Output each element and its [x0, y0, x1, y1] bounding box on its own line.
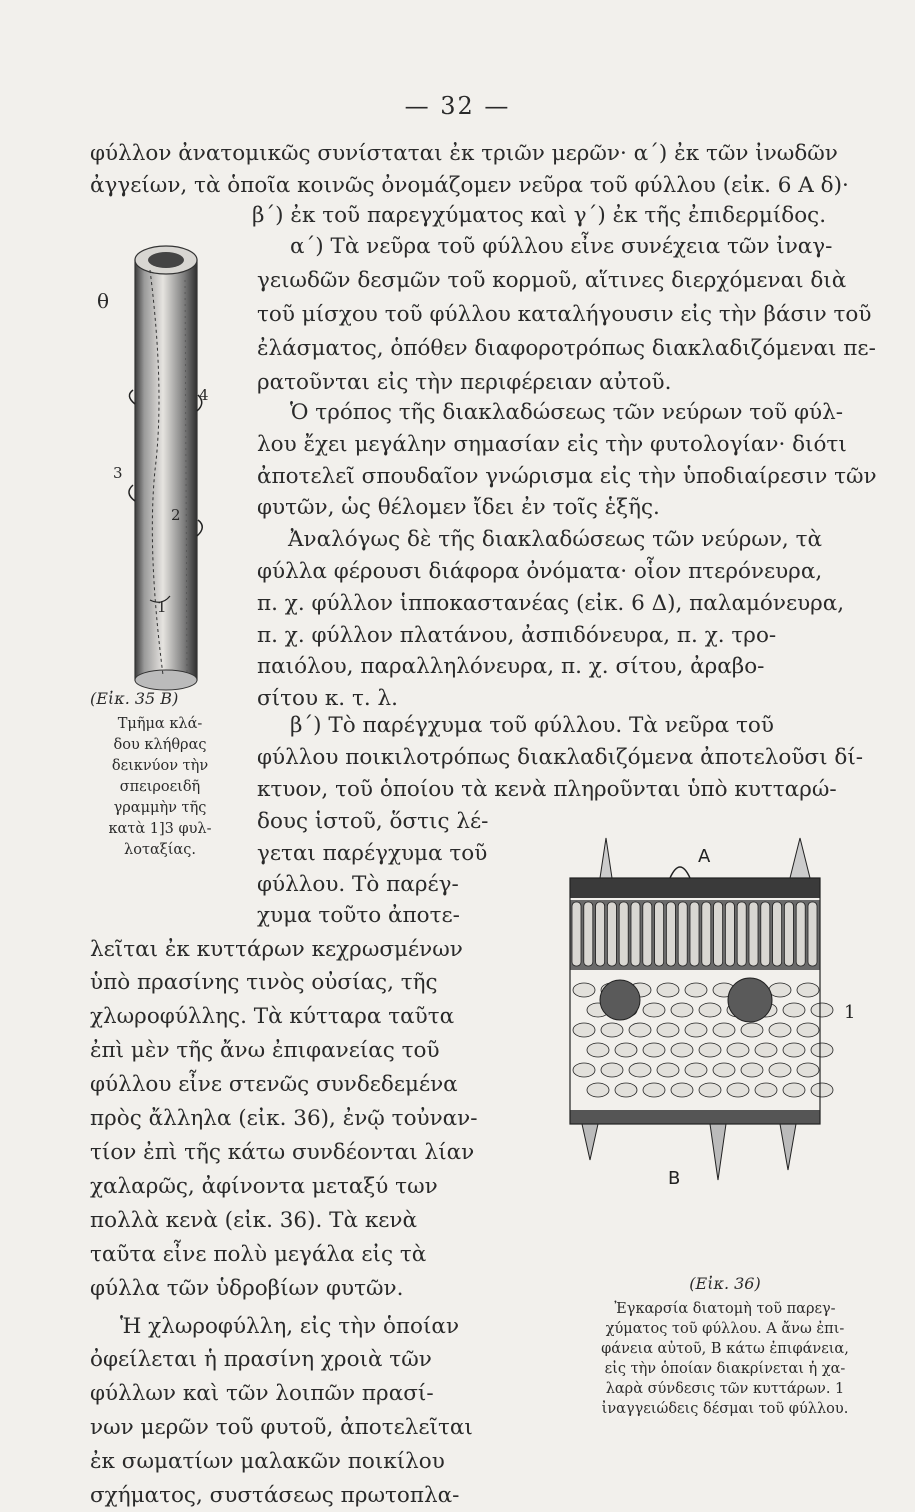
spongy-cell: [755, 1043, 777, 1057]
text-line: χλωροφύλλης. Τὰ κύτταρα ταῦτα: [90, 1004, 455, 1029]
spongy-cell: [573, 1023, 595, 1037]
text-line: ταῦτα εἶνε πολὺ μεγάλα εἰς τὰ: [90, 1242, 427, 1267]
spongy-cell: [573, 983, 595, 997]
spongy-cell: [657, 1023, 679, 1037]
label-upper-surface: A: [698, 846, 711, 867]
label-vascular-bundle: 1: [844, 1002, 856, 1023]
text-line: τοῦ μίσχου τοῦ φύλλου καταλήγουσιν εἰς τὴν βάσιν τοῦ: [257, 302, 872, 327]
figure-mark: 2: [171, 506, 181, 524]
spongy-cell: [685, 1063, 707, 1077]
palisade-cell: [796, 902, 805, 966]
caption-line: Ἐγκαρσία διατομὴ τοῦ παρεγ-: [614, 1301, 836, 1317]
spongy-cell: [755, 1083, 777, 1097]
text-line: λου ἔχει μεγάλην σημασίαν εἰς τὴν φυτολογίαν· διότι: [257, 432, 847, 457]
spongy-cell: [629, 1023, 651, 1037]
caption-line: χύματος τοῦ φύλλου. Α ἄνω ἐπι-: [605, 1321, 845, 1337]
text-line: φύλλου ποικιλοτρόπως διακλαδιζόμενα ἀποτελοῦσι δί-: [257, 745, 864, 770]
caption-line: Τμῆμα κλά-: [117, 716, 203, 732]
palisade-cell: [619, 902, 628, 966]
palisade-cell: [702, 902, 711, 966]
text-line: χαλαρῶς, ἀφίνοντα μεταξύ των: [90, 1174, 438, 1199]
spongy-cell: [783, 1083, 805, 1097]
spongy-cell: [811, 1083, 833, 1097]
text-line: ἐπὶ μὲν τῆς ἄνω ἐπιφανείας τοῦ: [90, 1038, 440, 1063]
spongy-cell: [685, 1023, 707, 1037]
text-line: νων μερῶν τοῦ φυτοῦ, ἀποτελεῖται: [90, 1415, 473, 1440]
text-line: φυτῶν, ὡς θέλομεν ἴδει ἐν τοῖς ἑξῆς.: [257, 495, 660, 520]
spongy-cell: [657, 983, 679, 997]
caption-title: (Εἰκ. 35 Β): [90, 689, 179, 708]
text-line: λεῖται ἐκ κυττάρων κεχρωσμένων: [90, 937, 463, 962]
text-line: φύλλον ἀνατομικῶς συνίσταται ἐκ τριῶν μερῶν· α΄) ἐκ τῶν ἰνωδῶν: [90, 141, 838, 166]
spongy-cell: [671, 1003, 693, 1017]
caption-line: γραμμὴν τῆς: [113, 800, 207, 816]
caption-line: λαρὰ σύνδεσις τῶν κυττάρων. 1: [605, 1381, 845, 1397]
spongy-cell: [685, 983, 707, 997]
spongy-cell: [601, 1063, 623, 1077]
figure-mark: 4: [199, 386, 209, 404]
spongy-cell: [629, 1063, 651, 1077]
caption-line: δεικνύον τὴν: [111, 758, 209, 774]
caption-title: (Εἰκ. 36): [689, 1274, 761, 1293]
text-line: β΄) Τὸ παρέγχυμα τοῦ φύλλου. Τὰ νεῦρα τοῦ: [290, 713, 774, 738]
text-line: ρατοῦνται εἰς τὴν περιφέρειαν αὐτοῦ.: [257, 370, 672, 395]
spongy-cell: [601, 1023, 623, 1037]
spongy-cell: [643, 1083, 665, 1097]
spongy-cell: [783, 1003, 805, 1017]
palisade-cell: [773, 902, 782, 966]
text-line: πρὸς ἄλληλα (εἰκ. 36), ἐνῷ τοὐναν-: [90, 1106, 478, 1131]
spongy-cell: [615, 1043, 637, 1057]
text-line: π. χ. φύλλον ἱπποκαστανέας (εἰκ. 6 Δ), παλαμόνευρα,: [257, 591, 845, 616]
spongy-cell: [643, 1003, 665, 1017]
palisade-cell: [572, 902, 581, 966]
text-line: ἐκ σωματίων μαλακῶν ποικίλου: [90, 1449, 445, 1474]
text-line: φύλλα φέρουσι διάφορα ὀνόματα· οἷον πτερόνευρα,: [257, 559, 823, 584]
text-line: σίτου κ. τ. λ.: [257, 686, 398, 711]
palisade-cell: [655, 902, 664, 966]
spongy-cell: [573, 1063, 595, 1077]
caption-line: σπειροειδῆ: [119, 779, 201, 795]
text-line: κτυον, τοῦ ὁποίου τὰ κενὰ πληροῦνται ὑπὸ κυτταρώ-: [257, 777, 837, 802]
text-line: χυμα τοῦτο ἀποτε-: [257, 903, 460, 928]
spongy-cell: [671, 1043, 693, 1057]
caption-line: κατὰ 1]3 φυλ-: [108, 821, 212, 837]
text-line: ἐλάσματος, ὁπόθεν διαφοροτρόπως διακλαδιζόμεναι πε-: [257, 336, 876, 361]
label-lower-surface: B: [668, 1168, 681, 1189]
spongy-cell: [741, 1063, 763, 1077]
caption-line: φάνεια αὐτοῦ, Β κάτω ἐπιφάνεια,: [601, 1341, 849, 1357]
text-line: ὑπὸ πρασίνης τινὸς οὐσίας, τῆς: [90, 970, 438, 995]
palisade-cell: [714, 902, 723, 966]
palisade-cell: [643, 902, 652, 966]
spongy-cell: [615, 1083, 637, 1097]
text-line: γεται παρέγχυμα τοῦ: [257, 841, 488, 866]
palisade-cell: [584, 902, 593, 966]
palisade-cell: [761, 902, 770, 966]
spongy-cell: [713, 1063, 735, 1077]
text-line: φύλλα τῶν ὑδροβίων φυτῶν.: [90, 1276, 404, 1301]
page-number: — 32 —: [404, 92, 511, 120]
spongy-cell: [671, 1083, 693, 1097]
spongy-cell: [769, 1023, 791, 1037]
spongy-cell: [811, 1043, 833, 1057]
spongy-cell: [727, 1083, 749, 1097]
figure-mark: 3: [113, 464, 123, 482]
text-line: Ἡ χλωροφύλλη, εἰς τὴν ὁποίαν: [120, 1314, 460, 1339]
spongy-cell: [713, 1023, 735, 1037]
spongy-cell: [699, 1083, 721, 1097]
spongy-cell: [797, 1063, 819, 1077]
text-line: σχήματος, συστάσεως πρωτοπλα-: [90, 1483, 460, 1508]
text-line: φύλλων καὶ τῶν λοιπῶν πρασί-: [90, 1381, 434, 1406]
caption-line: λοταξίας.: [124, 842, 196, 858]
palisade-cell: [607, 902, 616, 966]
figure-mark: 1: [157, 598, 167, 616]
palisade-cell: [737, 902, 746, 966]
text-line: φύλλου εἶνε στενῶς συνδεδεμένα: [90, 1072, 458, 1097]
text-line: α΄) Τὰ νεῦρα τοῦ φύλλου εἶνε συνέχεια τῶν ἰναγ-: [290, 234, 833, 259]
text-line: φύλλου. Τὸ παρέγ-: [257, 872, 459, 897]
palisade-cell: [596, 902, 605, 966]
palisade-cell: [808, 902, 817, 966]
leaf-section-figure: [560, 820, 860, 1220]
spongy-cell: [797, 1023, 819, 1037]
text-line: δους ἱστοῦ, ὅστις λέ-: [257, 809, 489, 834]
figure-mark: θ: [97, 289, 110, 313]
spongy-cell: [811, 1003, 833, 1017]
spongy-cell: [783, 1043, 805, 1057]
text-line: γειωδῶν δεσμῶν τοῦ κορμοῦ, αἵτινες διερχόμεναι διὰ: [257, 268, 847, 293]
text-line: π. χ. φύλλον πλατάνου, ἀσπιδόνευρα, π. χ. τρο-: [257, 623, 777, 648]
spongy-cell: [741, 1023, 763, 1037]
spongy-cell: [643, 1043, 665, 1057]
caption-line: ἰναγγειώδεις δέσμαι τοῦ φύλλου.: [601, 1401, 849, 1417]
text-line: πολλὰ κενὰ (εἰκ. 36). Τὰ κενὰ: [90, 1208, 418, 1233]
palisade-cell: [725, 902, 734, 966]
spongy-cell: [657, 1063, 679, 1077]
palisade-cell: [666, 902, 675, 966]
text-line: ὀφείλεται ἡ πρασίνη χροιὰ τῶν: [90, 1347, 432, 1372]
text-line: ἀποτελεῖ σπουδαῖον γνώρισμα εἰς τὴν ὑποδιαίρεσιν τῶν: [257, 464, 877, 489]
spongy-cell: [797, 983, 819, 997]
spongy-cell: [727, 1043, 749, 1057]
spongy-cell: [769, 1063, 791, 1077]
spongy-cell: [769, 983, 791, 997]
text-line: Ὁ τρόπος τῆς διακλαδώσεως τῶν νεύρων τοῦ φύλ-: [290, 400, 844, 425]
caption-line: δου κλήθρας: [113, 737, 207, 753]
text-line: παιόλου, παραλληλόνευρα, π. χ. σίτου, ἀραβο-: [257, 654, 765, 679]
spongy-cell: [699, 1043, 721, 1057]
branch-figure: [95, 220, 235, 700]
text-line: Ἀναλόγως δὲ τῆς διακλαδώσεως τῶν νεύρων, τὰ: [288, 527, 823, 552]
spongy-cell: [587, 1083, 609, 1097]
text-line: β΄) ἐκ τοῦ παρεγχύματος καὶ γ΄) ἐκ τῆς ἐπιδερμίδος.: [252, 203, 827, 228]
palisade-cell: [690, 902, 699, 966]
palisade-cell: [678, 902, 687, 966]
palisade-cell: [784, 902, 793, 966]
palisade-cell: [749, 902, 758, 966]
palisade-cell: [631, 902, 640, 966]
text-line: ἀγγείων, τὰ ὁποῖα κοινῶς ὀνομάζομεν νεῦρα τοῦ φύλλου (εἰκ. 6 Α δ)·: [90, 173, 849, 198]
spongy-cell: [587, 1043, 609, 1057]
text-line: τίον ἐπὶ τῆς κάτω συνδέονται λίαν: [90, 1140, 475, 1165]
caption-line: εἰς τὴν ὁποίαν διακρίνεται ἡ χα-: [604, 1361, 846, 1377]
spongy-cell: [699, 1003, 721, 1017]
